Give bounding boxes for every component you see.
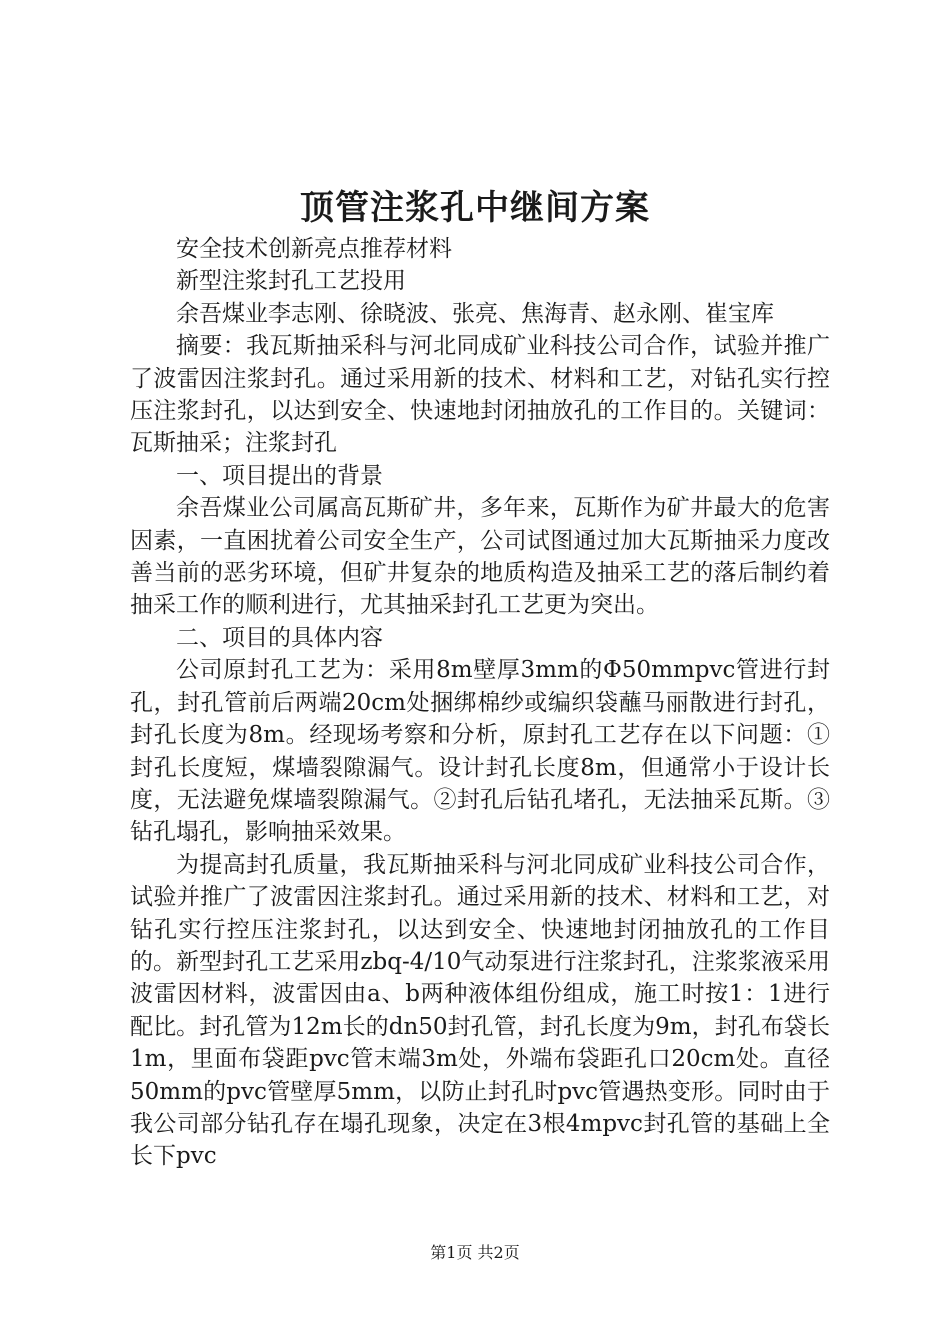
section-heading-background: 一、项目提出的背景	[176, 462, 383, 489]
paragraph-background: 余吾煤业公司属高瓦斯矿井，多年来，瓦斯作为矿井最大的危害因素，一直困扰着公司安全生产，公司试图通过加大瓦斯抽采力度改善当前的恶劣环境，但矿井复杂的地质构造及抽采工艺的落后制约着抽采工作的顺利进行，尤其抽采封孔工艺更为突出。	[130, 495, 830, 619]
paragraph-original-process: 公司原封孔工艺为：采用8m壁厚3mm的Φ50mmpvc管进行封孔，封孔管前后两端20cm处捆绑棉纱或编织袋蘸马丽散进行封孔，封孔长度为8m。经现场考察和分析，原封孔工艺存在以下问题：①封孔长度短，煤墙裂隙漏气。设计封孔长度8m，但通常小于设计长度，无法避免煤墙裂隙漏气。②封孔后钻孔堵孔，无法抽采瓦斯。③钻孔塌孔，影响抽采效果。	[130, 657, 830, 846]
paragraph-recommendation-heading: 安全技术创新亮点推荐材料	[176, 236, 452, 262]
document-body	[130, 233, 830, 1173]
paragraph-project-name: 新型注浆封孔工艺投用	[176, 268, 406, 295]
paragraph-abstract: 摘要：我瓦斯抽采科与河北同成矿业科技公司合作，试验并推广了波雷因注浆封孔。通过采用新的技术、材料和工艺，对钻孔实行控压注浆封孔，以达到安全、快速地封闭抽放孔的工作目的。关键词：瓦斯抽采；注浆封孔	[130, 333, 830, 457]
paragraph-authors: 余吾煤业李志刚、徐晓波、张亮、焦海青、赵永刚、崔宝库	[176, 300, 774, 327]
document-title: 顶管注浆孔中继间方案	[300, 188, 650, 228]
section-heading-content: 二、项目的具体内容	[176, 624, 383, 651]
page-footer: 第1页 共2页	[430, 1243, 520, 1262]
paragraph-new-process: 为提高封孔质量，我瓦斯抽采科与河北同成矿业科技公司合作，试验并推广了波雷因注浆封孔。通过采用新的技术、材料和工艺，对钻孔实行控压注浆封孔，以达到安全、快速地封闭抽放孔的工作目的。新型封孔工艺采用zbq-4/10气动泵进行注浆封孔，注浆浆液采用波雷因材料，波雷因由a、b两种液体组份组成，施工时按1：1进行配比。封孔管为12m长的dn50封孔管，封孔长度为9m，封孔布袋长1m，里面布袋距pvc管末端3m处，外端布袋距孔口20cm处。直径50mm的pvc管壁厚5mm，以防止封孔时pvc管遇热变形。同时由于我公司部分钻孔存在塌孔现象，决定在3根4mpvc封孔管的基础上全长下pvc	[130, 851, 830, 1170]
